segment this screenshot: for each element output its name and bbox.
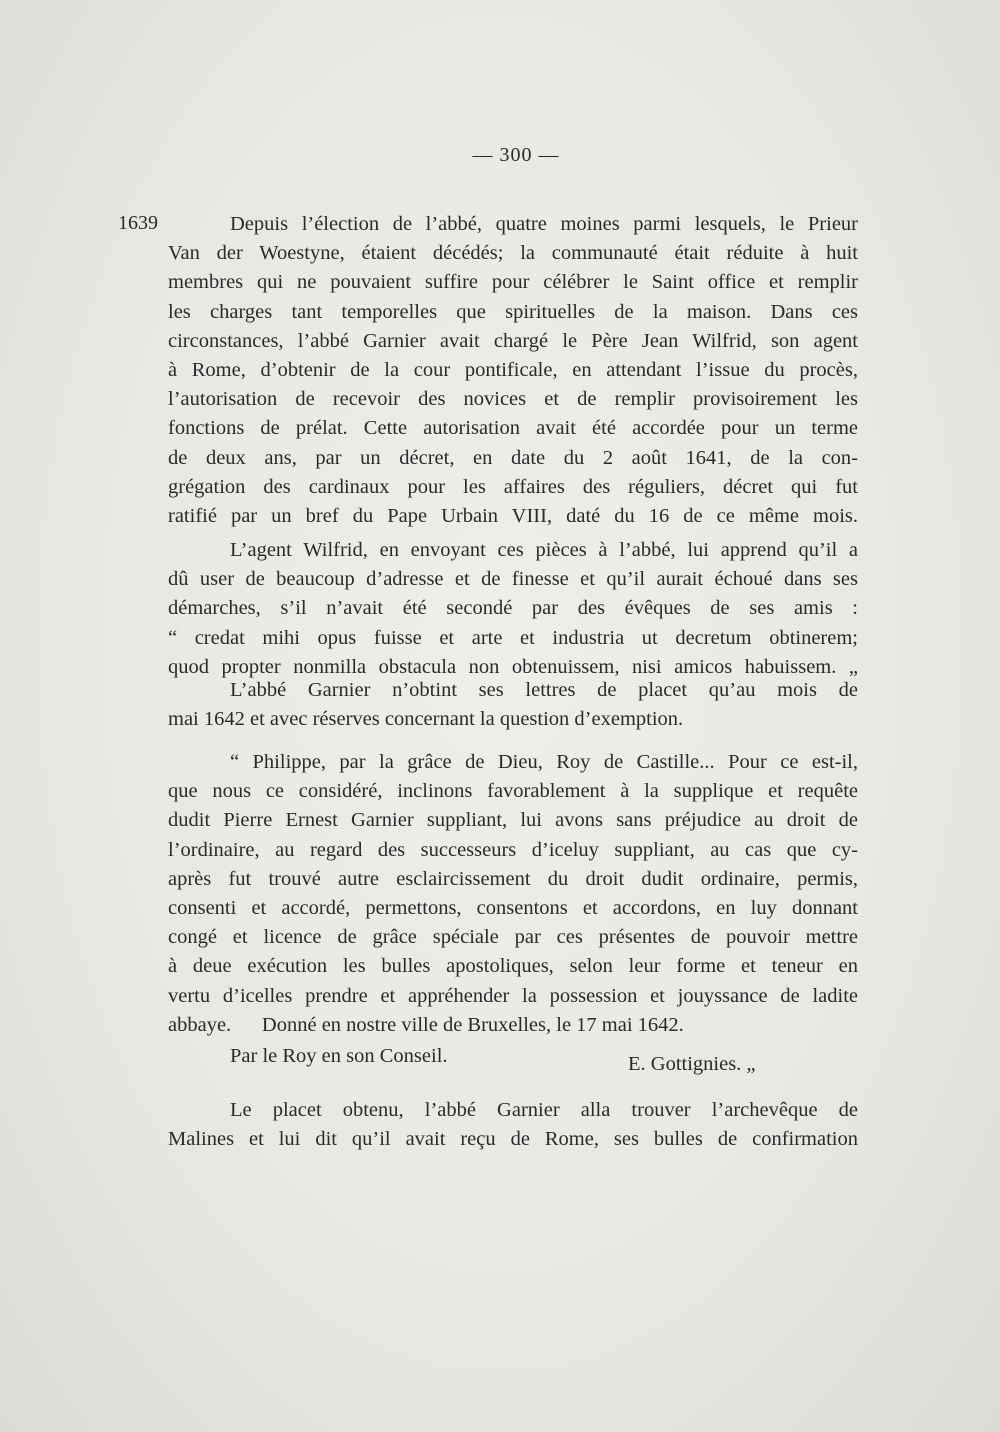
text-line: abbaye. Donné en nostre ville de Bruxelles, le 17 mai 1642.	[168, 1013, 684, 1036]
text-line: l’autorisation de recevoir des novices et de remplir provisoirement les	[168, 388, 858, 411]
text-line: à Rome, d’obtenir de la cour pontificale, en attendant l’issue du procès,	[168, 359, 858, 382]
text-line: dû user de beaucoup d’adresse et de finesse et qu’il aurait échoué dans ses	[168, 568, 858, 591]
text-line: les charges tant temporelles que spirituelles de la maison. Dans ces	[168, 300, 858, 323]
text-line: démarches, s’il n’avait été secondé par des évêques de ses amis :	[168, 597, 858, 620]
text-line: que nous ce considéré, inclinons favorablement à la supplique et requête	[168, 780, 858, 803]
text-line: fonctions de prélat. Cette autorisation avait été accordée pour un terme	[168, 417, 858, 440]
signature-council: Par le Roy en son Conseil.	[230, 1045, 448, 1067]
text-line: dudit Pierre Ernest Garnier suppliant, lui avons sans préjudice au droit de	[168, 809, 858, 832]
text-line: “ credat mihi opus fuisse et arte et industria ut decretum obtinerem;	[168, 626, 858, 649]
text-line: l’ordinaire, au regard des successeurs d’iceluy suppliant, au cas que cy-	[168, 838, 858, 861]
margin-year: 1639	[118, 212, 158, 234]
paragraph-placet	[168, 676, 858, 734]
signature-name: E. Gottignies. „	[628, 1053, 756, 1075]
text-line: grégation des cardinaux pour les affaires des réguliers, décret qui fut	[168, 475, 858, 498]
text-line: consenti et accordé, permettons, consentons et accordons, en luy donnant	[168, 897, 858, 920]
paragraph-agent-wilfrid	[168, 536, 858, 682]
text-line: membres qui ne pouvaient suffire pour célébrer le Saint office et remplir	[168, 271, 858, 294]
text-line: après fut trouvé autre esclaircissement du droit dudit ordinaire, permis,	[168, 867, 858, 890]
quoted-letter	[168, 748, 858, 1040]
paragraph-archbishop	[168, 1096, 858, 1154]
paragraph-election	[168, 210, 858, 531]
text-line: circonstances, l’abbé Garnier avait chargé le Père Jean Wilfrid, son agent	[168, 329, 858, 352]
text-line: congé et licence de grâce spéciale par ces présentes de pouvoir mettre	[168, 926, 858, 949]
text-line: L’agent Wilfrid, en envoyant ces pièces à l’abbé, lui apprend qu’il a	[230, 539, 858, 561]
text-line: quod propter nonmilla obstacula non obtenuissem, nisi amicos habuissem. „	[168, 655, 858, 678]
text-line: Malines et lui dit qu’il avait reçu de Rome, ses bulles de confirmation	[168, 1128, 858, 1151]
text-line: mai 1642 et avec réserves concernant la question d’exemption.	[168, 708, 684, 731]
text-line: vertu d’icelles prendre et appréhender la possession et jouyssance de ladite	[168, 984, 858, 1007]
signature-block	[168, 1042, 858, 1075]
text-line: ratifié par un bref du Pape Urbain VIII, daté du 16 de ce même mois.	[168, 505, 858, 528]
text-line: Le placet obtenu, l’abbé Garnier alla trouver l’archevêque de	[230, 1099, 858, 1121]
text-line: à deue exécution les bulles apostoliques, selon leur forme et teneur en	[168, 955, 858, 978]
text-line: Depuis l’élection de l’abbé, quatre moines parmi lesquels, le Prieur	[230, 213, 858, 235]
page-number: — 300 —	[472, 144, 560, 166]
text-line: de deux ans, par un décret, en date du 2 août 1641, de la con-	[168, 446, 858, 469]
signature-row	[168, 1042, 858, 1075]
text-line: Van der Woestyne, étaient décédés; la communauté était réduite à huit	[168, 242, 858, 265]
text-line: “ Philippe, par la grâce de Dieu, Roy de Castille... Pour ce est-il,	[230, 751, 858, 773]
text-line: L’abbé Garnier n’obtint ses lettres de placet qu’au mois de	[230, 679, 858, 701]
